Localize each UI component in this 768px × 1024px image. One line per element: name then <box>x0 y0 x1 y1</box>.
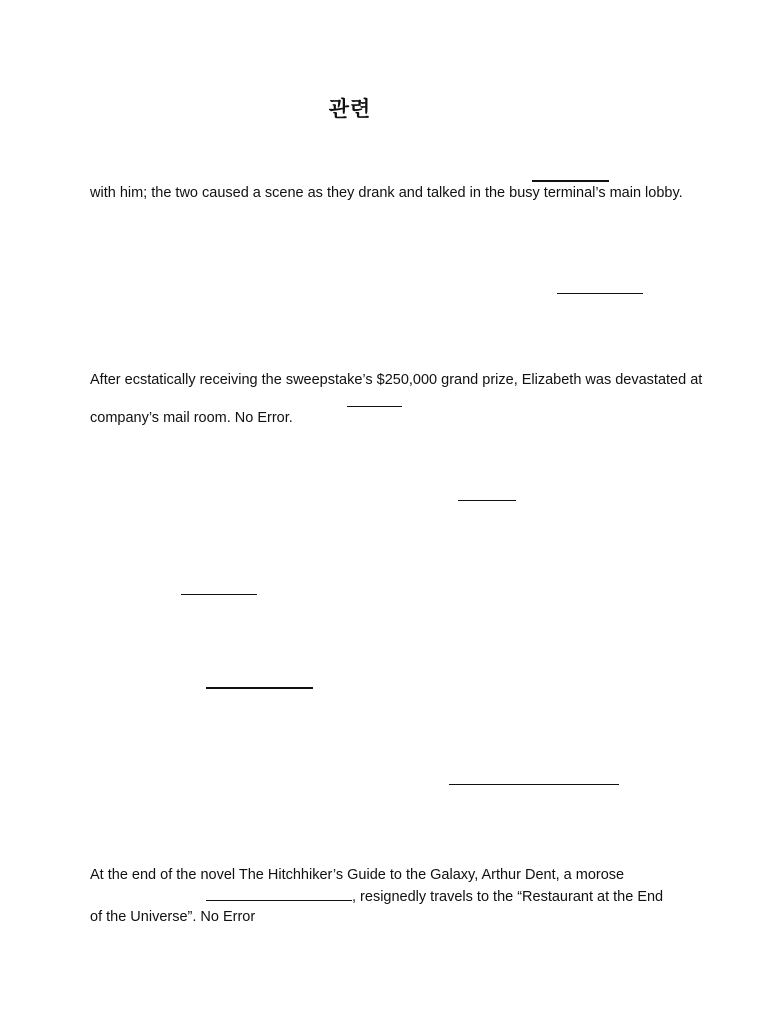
answer-blank-6 <box>206 687 313 689</box>
final-line-b <box>90 886 690 908</box>
sentence-line-3: company’s mail room. No Error. <box>90 410 293 426</box>
page-title: 관련 <box>328 97 372 121</box>
final-line-c: of the Universe”. No Error <box>90 909 256 925</box>
answer-blank-1 <box>532 180 609 182</box>
final-line-b-text: , resignedly travels to the “Restaurant at the End <box>352 888 664 905</box>
answer-blank-4 <box>458 500 516 501</box>
answer-blank-5 <box>181 594 257 595</box>
final-paragraph <box>90 865 690 928</box>
answer-blank-8 <box>206 886 352 901</box>
answer-blank-3 <box>347 406 402 407</box>
sentence-line-2: After ecstatically receiving the sweepstake’s $250,000 grand prize, Elizabeth was devastated at <box>90 372 703 388</box>
final-line-a: At the end of the novel The Hitchhiker’s Guide to the Galaxy, Arthur Dent, a morose <box>90 867 625 883</box>
answer-blank-7 <box>449 784 619 785</box>
answer-blank-2 <box>557 293 643 294</box>
sentence-line-1: with him; the two caused a scene as they drank and talked in the busy terminal’s main lobby. <box>90 185 683 201</box>
